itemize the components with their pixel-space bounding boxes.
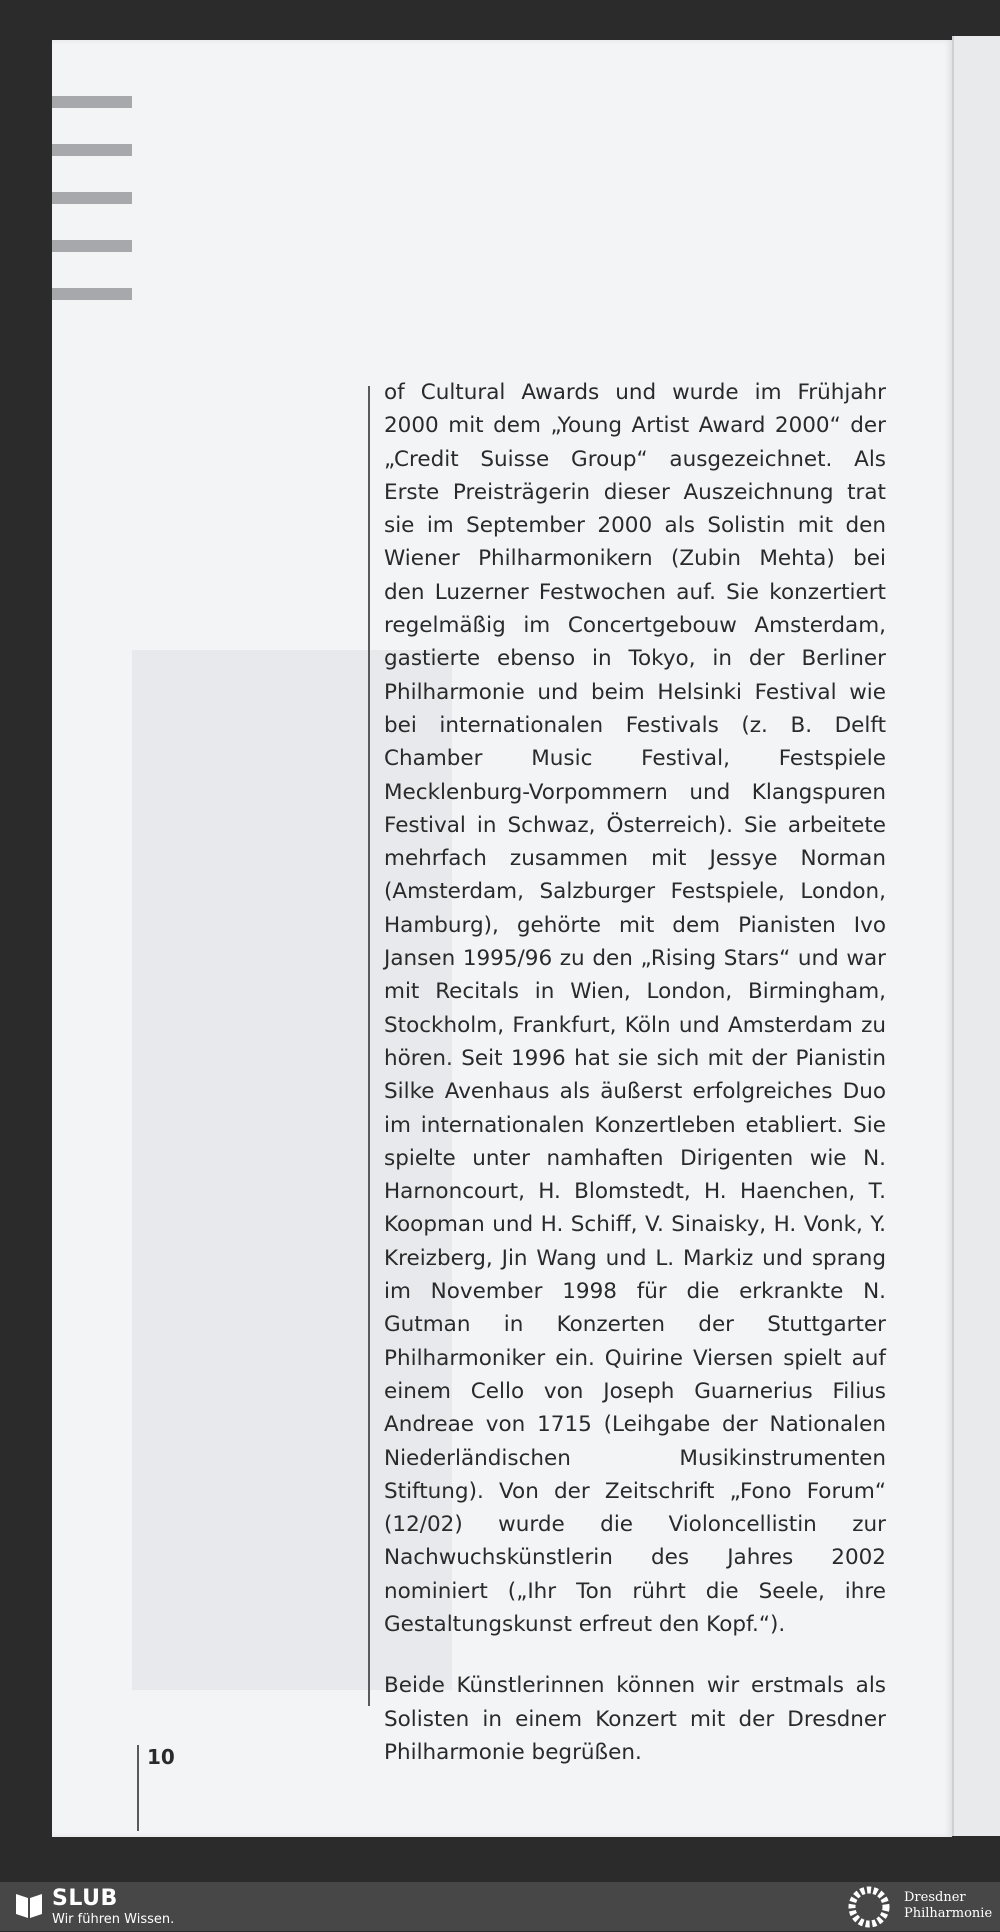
index-tab [52, 288, 132, 300]
paragraph-1: of Cultural Awards und wurde im Frühjahr 2000 mit dem „Young Artist Award 2000“ der „Credit Suisse Group“ ausgezeichnet. Als Erste Preisträgerin dieser Auszeichnung trat sie im September 2000 als Solistin mit den Wiener Philharmonikern (Zubin Mehta) bei den Luzerner Festwochen auf. Sie konzertiert regelmäßig im Concertgebouw Amsterdam, gastierte ebenso in Tokyo, in der Berliner Philharmonie und beim Helsinki Festival wie bei internationalen Festivals (z. B. Delft Chamber Music Festival, Festspiele Mecklenburg-Vorpommern und Klangspuren Festival in Schwaz, Österreich). Sie arbeitete mehrfach zusammen mit Jessye Norman (Amsterdam, Salzburger Festspiele, London, Hamburg), gehörte mit dem Pianisten Ivo Jansen 1995/96 zu den „Rising Stars“ und war mit Recitals in Wien, London, Birmingham, Stockholm, Frankfurt, Köln und Amsterdam zu hören. Seit 1996 hat sie sich mit der Pianistin Silke Avenhaus als äußerst erfolgreiches Duo im internationalen Konzertleben etabliert. Sie spielte unter namhaften Dirigenten wie N. Harnoncourt, H. Blomstedt, H. Haenchen, T. Koopman und H. Schiff, V. Sinaisky, H. Vonk, Y. Kreizberg, Jin Wang und L. Markiz und sprang im November 1998 für die erkrankte N. Gutman in Konzerten der Stuttgarter Philharmoniker ein. Quirine Viersen spielt auf einem Cello von Joseph Guarnerius Filius Andreae von 1715 (Leihgabe der Nationalen Niederländischen Musikinstrumenten Stiftung). Von der Zeitschrift „Fono Forum“ (12/02) wurde die Violoncellistin zur Nachwuchskünstlerin des Jahres 2002 nominiert („Ihr Ton rührt die Seele, ihre Gestaltungskunst erfreut den Kopf.“). [384, 380, 886, 1637]
index-tab [52, 96, 132, 108]
index-tab [52, 144, 132, 156]
paragraph-2: Beide Künstlerinnen können wir erstmals als Solisten in einem Konzert mit der Dresdner Philharmonie begrüßen. [384, 1673, 886, 1765]
page-number-rule [137, 1745, 139, 1831]
footer-bar [0, 1882, 1000, 1931]
column-rule [368, 386, 370, 1706]
library-name: SLUB [52, 1886, 118, 1911]
library-tagline: Wir führen Wissen. [52, 1912, 175, 1927]
partner-name: Dresdner Philharmonie [904, 1890, 993, 1921]
body-text [384, 376, 886, 1769]
index-tab [52, 240, 132, 252]
page-number: 10 [147, 1745, 175, 1769]
index-tab [52, 192, 132, 204]
next-page-edge [952, 36, 1000, 1836]
philharmonie-logo-icon [842, 1886, 896, 1932]
book-icon [14, 1890, 44, 1924]
